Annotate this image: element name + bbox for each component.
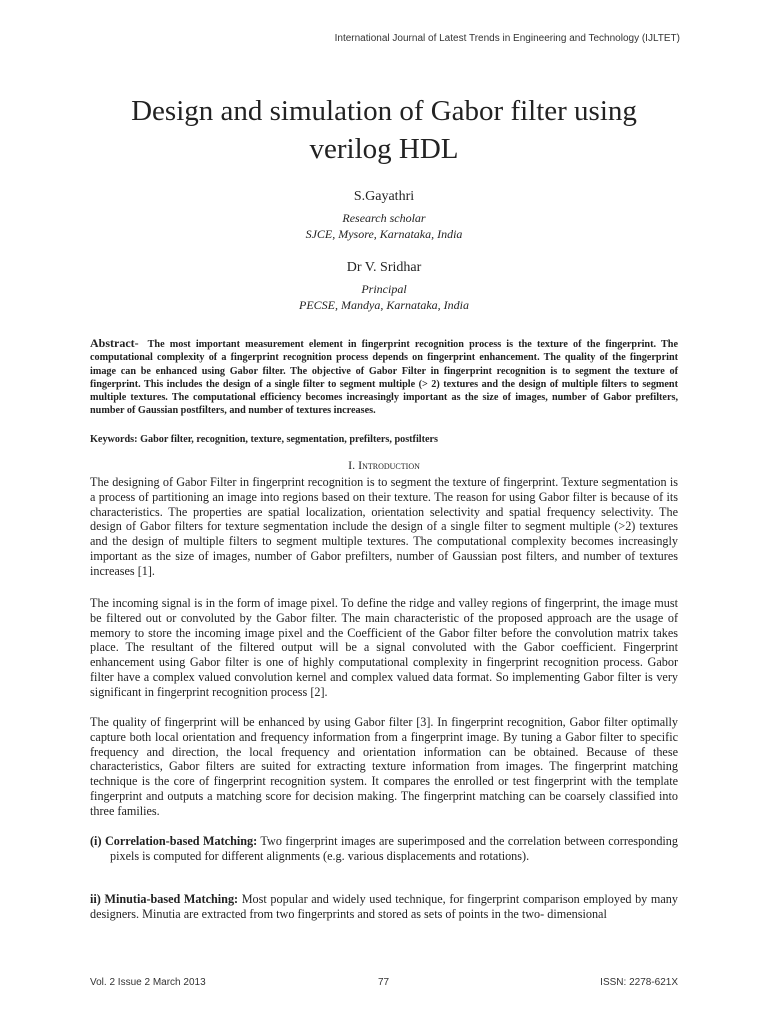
intro-paragraph-1: The designing of Gabor Filter in fingerprint recognition is to segment the texture of fingerprint. Texture segmentation is a process of partitioning an image into regions based on their texture. The reason for using Gabor filter is because of its characteristics. The properties are spatial localization, orientation selectivity and spatial frequency selectivity. The design of Gabor filters for texture segmentation include the design of a single filter to segment multiple (>2) textures and the design of multiple filters to segment multiple textures. The computational complexity becomes increasingly important as the size of images, number of Gabor prefilters, number of Gaussian post filters, and number of textures increases [1]. bbox=[90, 475, 678, 578]
section-heading-introduction: I. Introduction bbox=[348, 458, 420, 472]
author-name: Dr V. Sridhar bbox=[346, 260, 422, 275]
keywords: Keywords: Gabor filter, recognition, texture, segmentation, prefilters, postfilters bbox=[90, 434, 439, 445]
footer-volume: Vol. 2 Issue 2 March 2013 bbox=[90, 977, 206, 988]
title-line-1: Design and simulation of Gabor filter using bbox=[131, 95, 637, 127]
list-item-correlation bbox=[90, 834, 678, 864]
author-affiliation: PECSE, Mandya, Karnataka, India bbox=[299, 298, 469, 312]
author-2 bbox=[90, 259, 678, 313]
intro-paragraph-2: The incoming signal is in the form of image pixel. To define the ridge and valley regions of fingerprint, the image must be filtered out or convoluted by the Gabor filter. The main characteristic of the proposed approach are the usage of memory to store the incoming image pixel and the Coefficient of the Gabor filter before the convolution matrix takes place. The resultant of the filtered output will be a signal convoluted with the Gabor coefficient. Fingerprint enhancement using Gabor filter is one of highly computational complexity in fingerprint recognition process. Gabor filter have a complex valued convolution kernel and complex valued data format. So implementing Gabor filter is very significant in fingerprint recognition process [2]. bbox=[90, 596, 678, 699]
list-item-minutia bbox=[90, 892, 678, 922]
list-item-label: (i) Correlation-based Matching: bbox=[90, 834, 258, 848]
footer-page-number: 77 bbox=[378, 977, 390, 988]
author-role: Principal bbox=[361, 282, 407, 296]
author-role: Research scholar bbox=[342, 211, 426, 225]
abstract bbox=[90, 337, 678, 418]
list-item-text: Most popular and widely used technique, for fingerprint comparison employed by many designers. Minutia are extracted from two fingerprints and stored as sets of points in the two- dimensional bbox=[90, 892, 678, 921]
author-affiliation: SJCE, Mysore, Karnataka, India bbox=[305, 227, 463, 241]
author-1 bbox=[90, 188, 678, 242]
paper-title bbox=[60, 92, 708, 168]
footer-issn: ISSN: 2278-621X bbox=[600, 977, 678, 988]
journal-header: International Journal of Latest Trends in Engineering and Technology (IJLTET) bbox=[334, 33, 680, 44]
abstract-text: The most important measurement element in fingerprint recognition process is the texture of the fingerprint. The computational complexity of a fingerprint recognition process depends on fingerprint enhancement. The quality of the fingerprint image can be enhanced using Gabor filter. The objective of Gabor Filter in fingerprint recognition is to segment the texture of fingerprint. This includes the design of a single filter to segment multiple (> 2) textures and the design of multiple filters to segment multiple textures. The computational efficiency becomes increasingly important as the size of images, number of Gabor prefilters, number of Gaussian postfilters, and number of textures increases. bbox=[90, 339, 678, 417]
list-item-text: Two fingerprint images are superimposed and the correlation between corresponding pixels is computed for different alignments (e.g. various displacements and rotations). bbox=[110, 834, 678, 863]
author-name: S.Gayathri bbox=[353, 189, 415, 204]
intro-paragraph-3: The quality of fingerprint will be enhanced by using Gabor filter [3]. In fingerprint recognition, Gabor filter optimally capture both local orientation and frequency information from a fingerprint image. By tuning a Gabor filter to specific frequency and direction, the local frequency and orientation information can be obtained. Because of these characteristics, Gabor filters are suited for extracting texture information from images. The fingerprint matching technique is the core of fingerprint recognition system. It compares the enrolled or test fingerprint with the template fingerprint and outputs a matching score for decision making. The fingerprint matching can be coarsely classified into three families. bbox=[90, 715, 678, 818]
title-line-2: verilog HDL bbox=[309, 133, 459, 165]
list-item-label: ii) Minutia-based Matching: bbox=[90, 892, 239, 906]
abstract-label: Abstract- bbox=[90, 336, 139, 350]
